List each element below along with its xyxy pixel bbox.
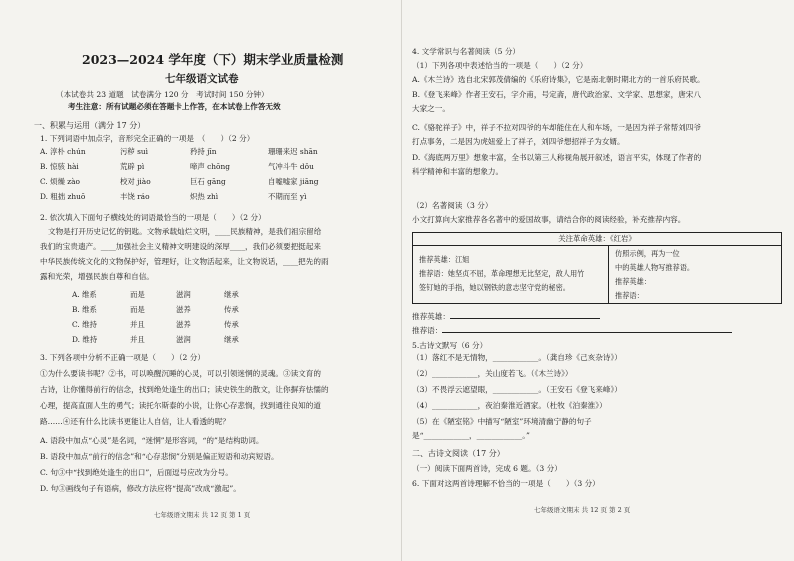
- q5-item-2: （2）____________，关山度若飞。（《木兰诗》）: [412, 369, 573, 378]
- q4-option-c-line-2: 打点事务，二是因为虎妞爱上了祥子，刘四爷想招祥子为女婿。: [412, 137, 625, 146]
- q3-option-d: D. 句③画线句子有语病，修改方法应将“提高”改成“激起”。: [40, 484, 241, 493]
- q1-option-a-3: 矜持 jīn: [190, 147, 217, 156]
- q2-option-d-4: 继承: [224, 335, 239, 344]
- right-page-footer: 七年级语文期末 共 12 页 第 2 页: [534, 506, 631, 514]
- q3-option-a: A. 语段中加点“心灵”是名词，“迷惘”是形容词，“的”是结构助词。: [40, 436, 264, 445]
- q1-option-d-3: 炽热 zhì: [190, 192, 219, 201]
- q2-text-line-1: 文物是打开历史记忆的钥匙。文物承载灿烂文明，____民族精神，是我们祖宗留给: [48, 227, 322, 236]
- q4-option-d-line-2: 科学精神和丰富的想象力。: [412, 167, 504, 176]
- q1-option-a-4: 珊珊来迟 shān: [268, 147, 318, 156]
- q1-option-a-1: A. 淳朴 chún: [40, 147, 86, 156]
- q1-option-c-2: 校对 jiào: [120, 177, 151, 186]
- question-4-1: （1）下列各项中表述恰当的一项是（ ）（2 分）: [412, 61, 588, 70]
- q1-option-a-2: 污秽 suì: [120, 147, 149, 156]
- card-reason-field-label: 推荐语：: [615, 291, 644, 300]
- right-page: [402, 0, 794, 561]
- q2-option-b-2: 而是: [130, 305, 145, 314]
- question-4: 4. 文学常识与名著阅读（5 分）: [412, 47, 521, 56]
- q3-option-c: C. 句③中“找到绝处逢生的出口”，后面逗号应改为分号。: [40, 468, 233, 477]
- q2-option-c-1: C. 维持: [72, 320, 97, 329]
- exam-title: 2023—2024 学年度（下）期末学业质量检测: [82, 52, 344, 67]
- reason-answer-label: 推荐语：: [412, 326, 443, 335]
- q4-option-a: A.《木兰诗》选自北宋郭茂倩编的《乐府诗集》，它是南北朝时期北方的一首乐府民歌。: [412, 75, 705, 84]
- q3-text-line-1: ①为什么要读书呢？②书，可以唤醒沉睡的心灵，可以引领迷惘的灵魂。③读文育的: [40, 369, 321, 378]
- q1-option-b-3: 啼声 chōng: [190, 162, 230, 171]
- q4-option-b-line-1: B.《登飞来峰》作者王安石，字介甫，号定斋，唐代政治家、文学家、思想家，唐宋八: [412, 90, 701, 99]
- exam-info: （本试卷共 23 道题 试卷满分 120 分 考试时间 150 分钟）: [56, 90, 269, 99]
- q5-item-5-line-1: （5）在《陋室铭》中描写“陋室”环境清幽宁静的句子: [412, 417, 592, 426]
- recommendation-card: [412, 232, 782, 304]
- q1-option-c-4: 自嘘嘘家 jiāng: [268, 177, 319, 186]
- reason-answer-blank[interactable]: [442, 324, 732, 333]
- q2-option-b-3: 滋养: [176, 305, 191, 314]
- card-example-reason-2: 签钉她的手指，她以钢铁的意志坚守党的秘密。: [419, 283, 570, 292]
- card-task-line-2: 中的英雄人物写推荐语。: [615, 263, 695, 272]
- hero-answer-label: 推荐英雄：: [412, 312, 450, 321]
- question-2: 2. 依次填入下面句子横线处的词语最恰当的一项是（ ）（2 分）: [40, 213, 266, 222]
- q2-option-d-3: 滋润: [176, 335, 191, 344]
- q1-option-b-1: B. 惊骇 hài: [40, 162, 79, 171]
- question-6: 6. 下面对这两首诗理解不恰当的一项是（ ）（3 分）: [412, 479, 600, 488]
- card-header: 关注革命英雄：《红岩》: [413, 233, 781, 246]
- question-4-2: （2）名著阅读（3 分）: [412, 201, 493, 210]
- q1-option-d-2: 丰饶 ráo: [120, 192, 150, 201]
- card-hero-field-label: 推荐英雄：: [615, 277, 651, 286]
- q2-text-line-2: 我们的宝贵遗产。____加强社会主义精神文明建设的深厚____，我们必须要把挺起来: [40, 242, 321, 251]
- q1-option-b-4: 气冲斗牛 dǒu: [268, 162, 314, 171]
- q2-option-d-2: 并且: [130, 335, 145, 344]
- q1-option-b-2: 荒辟 pì: [120, 162, 145, 171]
- section-1-heading: 一、积累与运用（满分 17 分）: [34, 121, 146, 130]
- q2-option-a-4: 继承: [224, 290, 239, 299]
- question-1: 1. 下列词语中加点字，音形完全正确的一项是 （ ）（2 分）: [40, 134, 255, 143]
- q2-option-a-3: 滋润: [176, 290, 191, 299]
- q5-item-1: （1）落红不是无情物，____________。（龚自珍《己亥杂诗》）: [412, 353, 622, 362]
- q2-option-b-1: B. 维系: [72, 305, 97, 314]
- q4-option-c-line-1: C.《骆驼祥子》中，祥子不拉对四爷的车却能住在人和车场，一是因为祥子常帮刘四爷: [412, 123, 701, 132]
- q2-text-line-4: 露和光荣，增强民族自尊和自信。: [40, 272, 154, 281]
- part-1-heading: （一）阅读下面两首诗，完成 6 题。（3 分）: [412, 464, 562, 473]
- q2-option-d-1: D. 维持: [72, 335, 98, 344]
- card-example-hero: 推荐英雄：江姐: [419, 255, 470, 264]
- q5-item-3: （3）不畏浮云遮望眼，____________。（王安石《登飞来峰》）: [412, 385, 622, 394]
- q2-option-b-4: 传承: [224, 305, 239, 314]
- q5-item-4: （4）____________，夜泊秦淮近酒家。（杜牧《泊秦淮》）: [412, 401, 607, 410]
- q4-option-d-line-1: D.《海底两万里》想象丰富，全书以第三人称视角展开叙述，语言平实，体现了作者的: [412, 153, 702, 162]
- q3-option-b: B. 语段中加点“前行的信念”和“心存悲悯”分别是偏正短语和动宾短语。: [40, 452, 279, 461]
- hero-answer-row: [412, 310, 600, 322]
- q1-option-c-3: 巨石 gāng: [190, 177, 226, 186]
- exam-subtitle: 七年级语文试卷: [165, 73, 239, 85]
- card-task-line-1: 仿照示例，再为一位: [615, 249, 680, 258]
- hero-answer-blank[interactable]: [450, 310, 600, 319]
- q2-text-line-3: 中华民族传统文化的文物保护好，管理好，让文物活起来，让文物说话，____把先的雨: [40, 257, 329, 266]
- question-5: 5.古诗文默写（6 分）: [412, 341, 488, 350]
- q4-option-b-line-2: 大家之一。: [412, 104, 450, 113]
- q4-2-intro: 小文打算向大家推荐各名著中的爱国故事，请结合你的阅读经验，补充推荐内容。: [412, 215, 686, 224]
- card-example-reason-1: 推荐语：她坚贞不屈，革命理想无比坚定，敌人用竹: [419, 269, 585, 278]
- q2-option-a-1: A. 维系: [72, 290, 97, 299]
- q2-option-a-2: 而是: [130, 290, 145, 299]
- left-page-footer: 七年级语文期末 共 12 页 第 1 页: [154, 511, 251, 519]
- q1-option-c-1: C. 烦燥 zào: [40, 177, 80, 186]
- reason-answer-row: [412, 324, 732, 336]
- card-divider: [608, 245, 609, 303]
- q5-item-5-line-2: 是“____________，____________。”: [412, 431, 530, 440]
- exam-notice: 考生注意：所有试题必须在答题卡上作答，在本试卷上作答无效: [68, 102, 281, 111]
- q3-text-line-2: 古诗，让你懂得前行的信念，找到绝处逢生的出口；读史铁生的散文，让你摒弃怯懦的: [40, 385, 329, 394]
- section-2-heading: 二、古诗文阅读（17 分）: [412, 449, 505, 458]
- q1-option-d-4: 不期而至 yì: [268, 192, 307, 201]
- q3-text-line-4: 路……④还有什么比读书更能让人自信，让人看透的呢？: [40, 417, 230, 426]
- q3-text-line-3: 心理，提高直面人生的勇气；读托尔斯泰的小说，让你心存悲悯，找到通往良知的道: [40, 401, 321, 410]
- q1-option-d-1: D. 粗拙 zhuō: [40, 192, 86, 201]
- q2-option-c-2: 并且: [130, 320, 145, 329]
- q2-option-c-3: 滋养: [176, 320, 191, 329]
- question-3: 3. 下列各项中分析不正确一项是（ ）（2 分）: [40, 353, 205, 362]
- q2-option-c-4: 传承: [224, 320, 239, 329]
